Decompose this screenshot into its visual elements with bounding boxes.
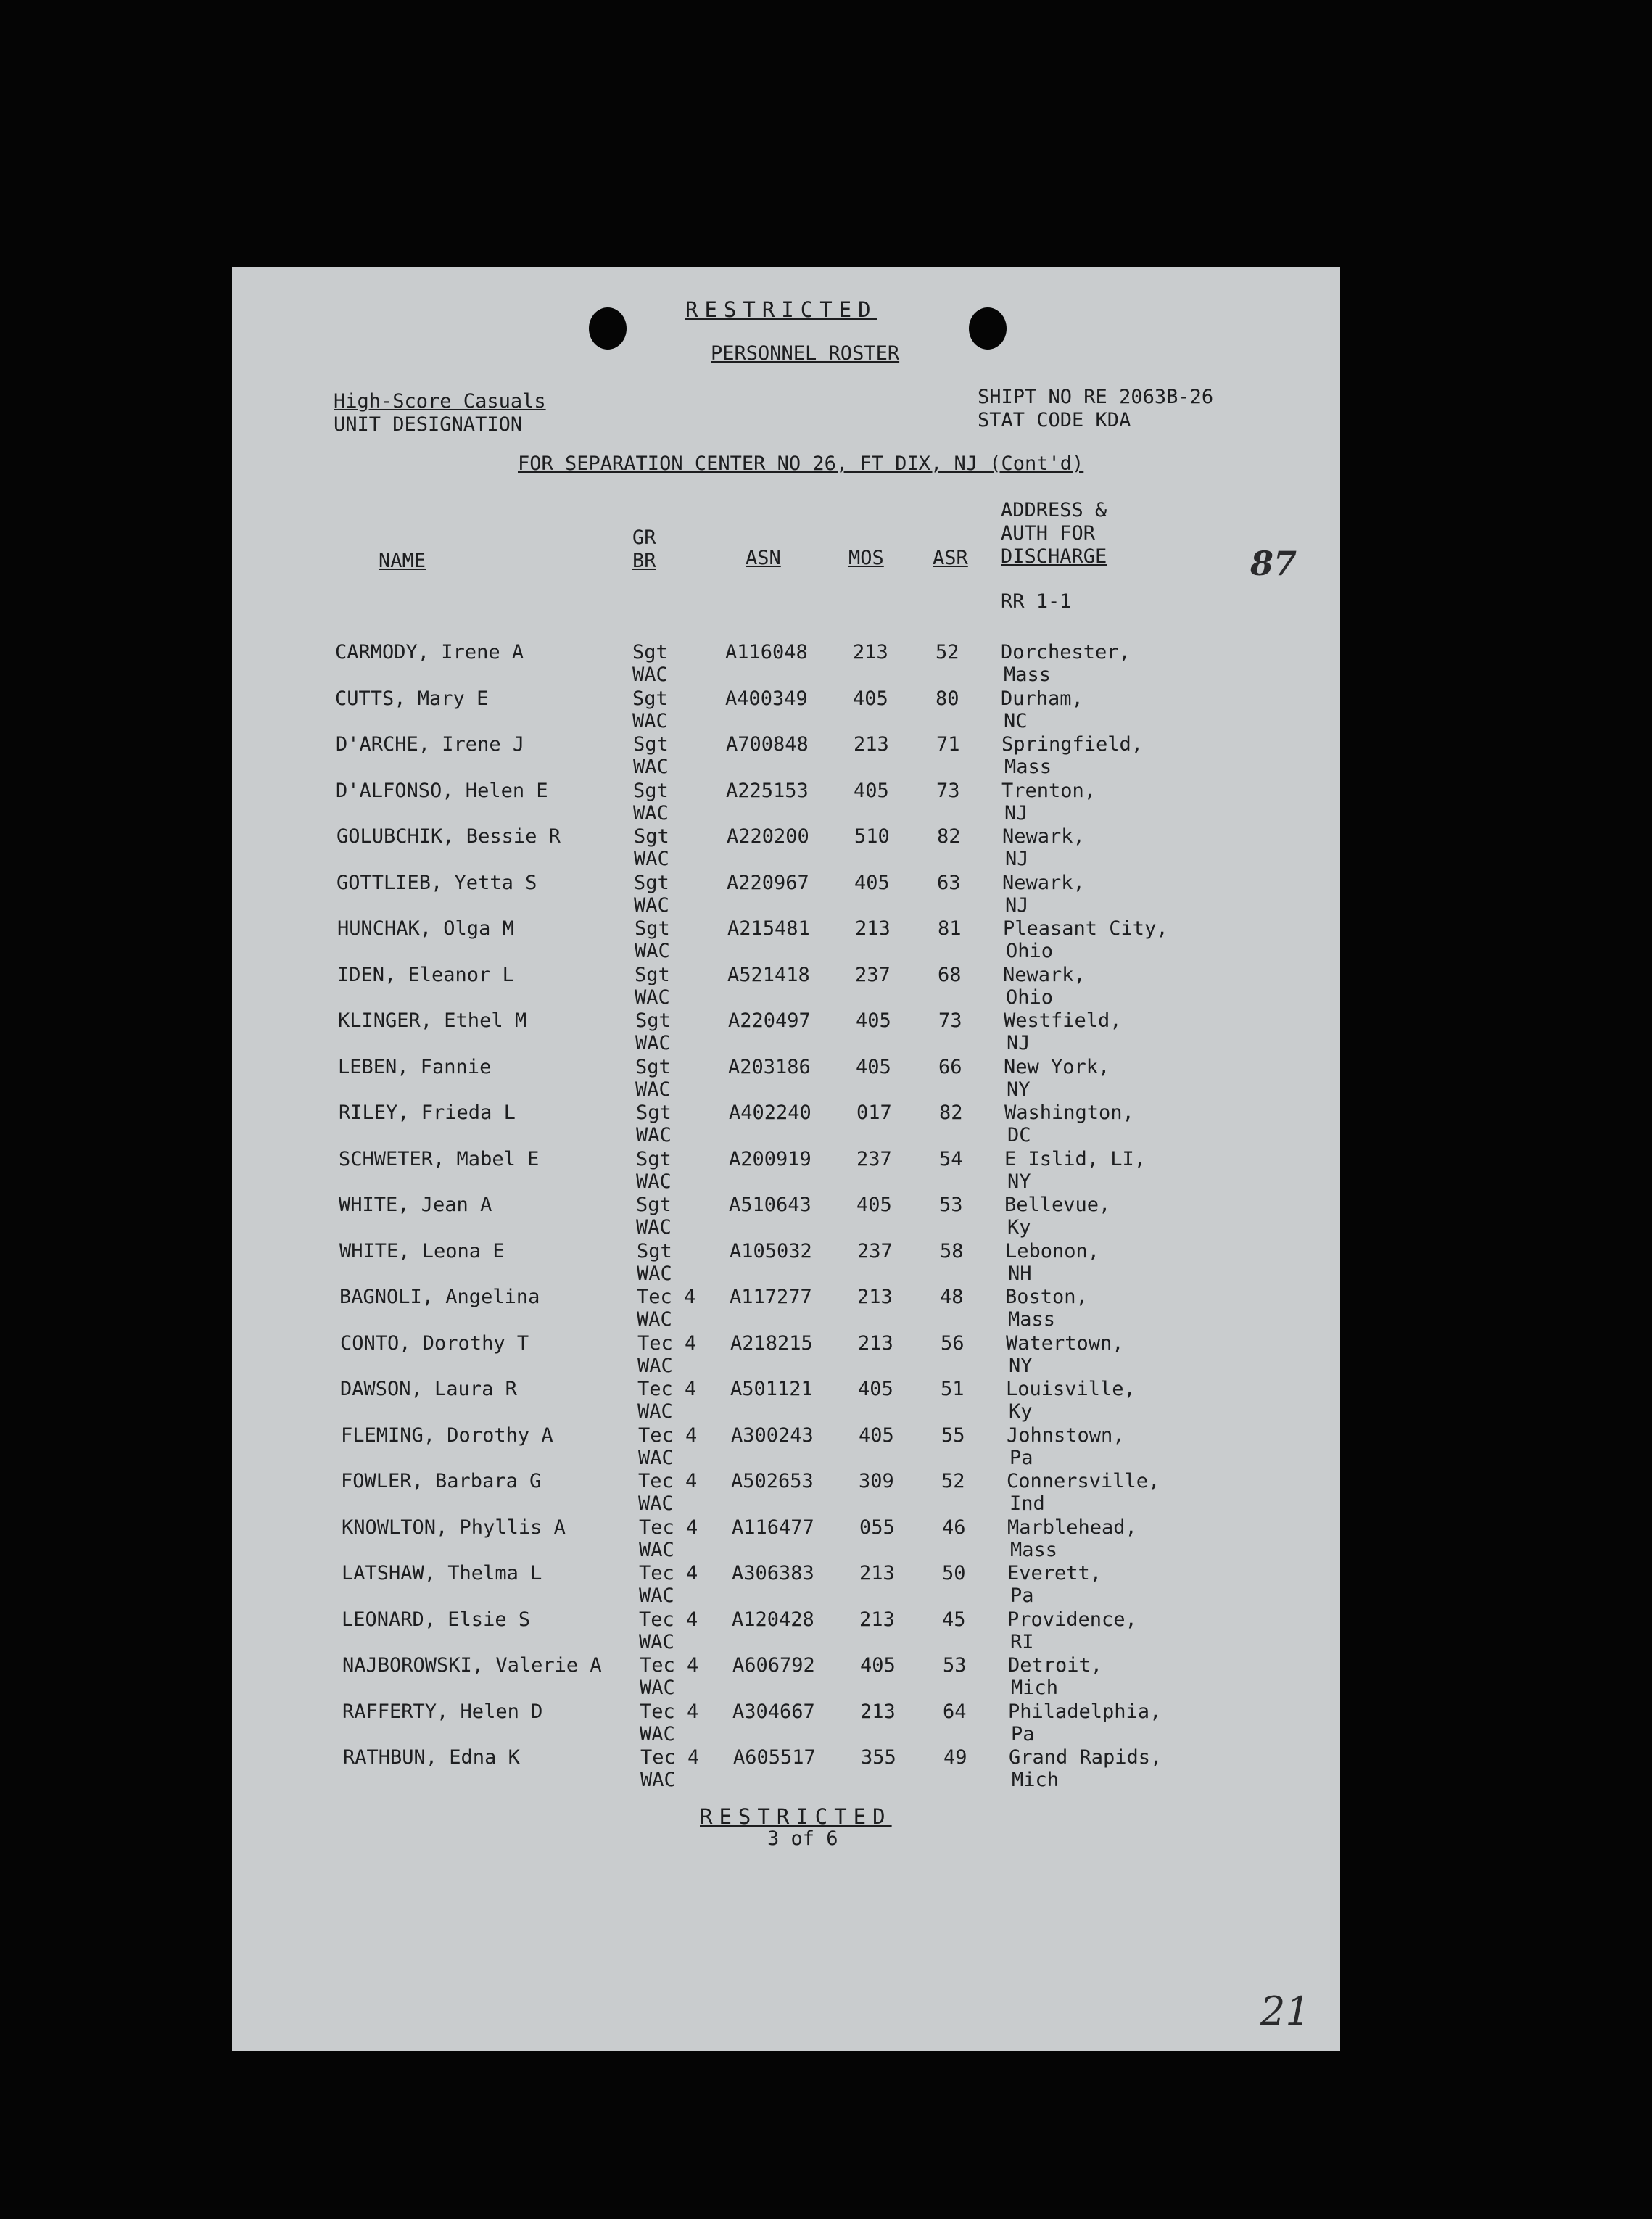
table-row [232,1102,1340,1147]
cell-branch: WAC [640,1677,675,1699]
table-row [232,1148,1340,1194]
table-row [232,1562,1340,1608]
punch-hole-right [969,307,1007,350]
cell-state: Mass [1008,1308,1056,1331]
cell-grade: Sgt [635,964,670,986]
cell-mos: 405 [854,872,890,894]
cell-branch: WAC [638,1447,674,1469]
cell-asr: 80 [936,687,959,710]
cell-city: Washington, [1004,1102,1134,1124]
cell-branch: WAC [632,710,668,732]
table-row [232,872,1340,917]
cell-name: RATHBUN, Edna K [343,1746,520,1769]
column-address-line-3: DISCHARGE [1001,545,1107,568]
table-row [232,780,1340,825]
cell-branch: WAC [637,1308,672,1331]
cell-city: Boston, [1005,1286,1088,1308]
cell-state: Ohio [1006,940,1054,962]
corner-handwritten-number: 21 [1260,1988,1310,2034]
column-address-line-1: ADDRESS & [1001,499,1107,521]
cell-state: Mich [1011,1677,1059,1699]
cell-name: GOLUBCHIK, Bessie R [336,825,561,848]
cell-grade: Sgt [632,641,668,664]
cell-branch: WAC [634,848,669,870]
cell-city: Newark, [1002,872,1085,894]
cell-mos: 017 [856,1102,892,1124]
cell-grade: Tec 4 [639,1562,698,1584]
cell-grade: Sgt [635,917,670,940]
table-row [232,1194,1340,1239]
cell-branch: WAC [639,1631,674,1653]
cell-name: LEBEN, Fannie [338,1056,492,1078]
cell-state: NY [1009,1355,1033,1377]
cell-city: New York, [1004,1056,1110,1078]
cell-name: LEONARD, Elsie S [342,1608,531,1631]
cell-asn: A502653 [731,1470,814,1492]
cell-mos: 405 [853,687,888,710]
table-row [232,1424,1340,1470]
cell-mos: 237 [857,1240,893,1263]
cell-branch: WAC [634,894,669,917]
cell-mos: 237 [855,964,891,986]
cell-asr: 82 [937,825,961,848]
header-classification: RESTRICTED [685,297,877,322]
cell-name: CUTTS, Mary E [335,687,489,710]
cell-grade: Sgt [636,1194,672,1216]
cell-mos: 405 [856,1009,891,1032]
cell-asn: A225153 [726,780,809,802]
cell-state: NY [1007,1078,1031,1101]
cell-city: Newark, [1003,964,1086,986]
cell-mos: 213 [853,641,888,664]
cell-state: Mich [1012,1769,1060,1791]
cell-city: Louisville, [1006,1378,1136,1400]
column-grade: GR [632,526,656,549]
cell-grade: Sgt [635,1009,671,1032]
cell-asr: 52 [936,641,959,664]
cell-mos: 213 [859,1562,895,1584]
cell-mos: 213 [854,733,889,756]
table-row [232,1056,1340,1102]
cell-asn: A606792 [732,1654,815,1677]
cell-asr: 55 [941,1424,965,1447]
cell-state: Ky [1009,1400,1033,1423]
cell-mos: 213 [857,1286,893,1308]
column-name: NAME [379,550,426,572]
cell-state: NJ [1007,1032,1031,1054]
cell-city: Lebonon, [1005,1240,1100,1263]
punch-hole-left [589,307,627,350]
cell-asr: 51 [941,1378,965,1400]
cell-grade: Tec 4 [639,1608,698,1631]
cell-asr: 81 [938,917,962,940]
column-asn: ASN [746,547,781,569]
cell-state: NY [1007,1170,1031,1193]
cell-mos: 405 [854,780,889,802]
cell-asn: A220967 [727,872,809,894]
cell-grade: Sgt [636,1148,672,1170]
cell-name: CONTO, Dorothy T [340,1332,529,1355]
cell-grade: Sgt [636,1102,672,1124]
cell-name: NAJBOROWSKI, Valerie A [342,1654,602,1677]
column-asr: ASR [933,547,968,569]
cell-name: BAGNOLI, Angelina [339,1286,540,1308]
table-row [232,1332,1340,1378]
cell-asr: 71 [936,733,960,756]
column-branch: BR [632,550,656,572]
cell-name: WHITE, Leona E [339,1240,505,1263]
cell-name: D'ALFONSO, Helen E [336,780,548,802]
cell-grade: Tec 4 [639,1516,698,1539]
cell-asn: A105032 [730,1240,812,1263]
table-row [232,1286,1340,1331]
cell-name: RAFFERTY, Helen D [342,1701,543,1723]
cell-asn: A220497 [728,1009,811,1032]
table-row [232,641,1340,687]
cell-asn: A605517 [733,1746,816,1769]
cell-asr: 49 [943,1746,967,1769]
table-row [232,825,1340,871]
cell-branch: WAC [637,1400,673,1423]
cell-asn: A218215 [730,1332,813,1355]
cell-grade: Tec 4 [638,1470,698,1492]
cell-branch: WAC [635,1032,671,1054]
cell-city: Westfield, [1004,1009,1122,1032]
cell-name: KNOWLTON, Phyllis A [342,1516,566,1539]
cell-name: FOWLER, Barbara G [341,1470,542,1492]
table-row [232,1608,1340,1654]
cell-city: Everett, [1007,1562,1102,1584]
cell-name: HUNCHAK, Olga M [337,917,514,940]
cell-mos: 405 [859,1424,894,1447]
cell-mos: 213 [858,1332,893,1355]
cell-city: Marblehead, [1007,1516,1137,1539]
cell-state: NJ [1004,802,1028,825]
cell-grade: Tec 4 [640,1701,699,1723]
cell-asr: 68 [938,964,962,986]
cell-branch: WAC [633,756,669,778]
cell-city: Durham, [1001,687,1083,710]
table-row [232,687,1340,733]
cell-asr: 46 [942,1516,966,1539]
table-row [232,1470,1340,1516]
cell-mos: 405 [856,1056,891,1078]
cell-mos: 405 [856,1194,892,1216]
table-row [232,1516,1340,1562]
cell-branch: WAC [635,986,670,1009]
cell-grade: Tec 4 [637,1286,696,1308]
cell-asn: A510643 [729,1194,811,1216]
cell-mos: 213 [860,1701,896,1723]
cell-city: Philadelphia, [1008,1701,1162,1723]
cell-branch: WAC [633,802,669,825]
roster-page [232,267,1340,2051]
destination-line: FOR SEPARATION CENTER NO 26, FT DIX, NJ (Cont'd) [518,453,1084,475]
cell-name: RILEY, Frieda L [339,1102,516,1124]
cell-state: Ky [1007,1216,1031,1239]
unit-designation-value: High-Score Casuals [334,390,546,413]
cell-asr: 53 [939,1194,963,1216]
table-row [232,1701,1340,1746]
cell-state: NJ [1005,848,1029,870]
cell-mos: 405 [860,1654,896,1677]
table-row [232,1240,1340,1286]
cell-asr: 73 [938,1009,962,1032]
cell-city: Newark, [1002,825,1085,848]
cell-name: IDEN, Eleanor L [337,964,514,986]
cell-asn: A304667 [732,1701,815,1723]
cell-state: Mass [1004,664,1052,686]
table-row [232,917,1340,963]
cell-mos: 510 [854,825,890,848]
cell-grade: Tec 4 [637,1332,697,1355]
cell-mos: 237 [856,1148,892,1170]
cell-city: Watertown, [1006,1332,1124,1355]
table-row [232,964,1340,1009]
cell-branch: WAC [636,1216,672,1239]
table-row [232,1009,1340,1055]
margin-handwritten-number: 87 [1250,544,1297,583]
cell-branch: WAC [637,1263,672,1285]
cell-mos: 213 [855,917,891,940]
cell-mos: 055 [859,1516,895,1539]
cell-grade: Sgt [635,1056,671,1078]
table-row [232,1654,1340,1700]
cell-grade: Tec 4 [640,1746,700,1769]
cell-name: KLINGER, Ethel M [338,1009,527,1032]
cell-branch: WAC [637,1355,673,1377]
cell-grade: Sgt [632,687,668,710]
cell-city: E Islid, LI, [1004,1148,1147,1170]
cell-state: Mass [1010,1539,1058,1561]
cell-grade: Sgt [634,872,669,894]
shipment-number: SHIPT NO RE 2063B-26 [978,386,1214,408]
cell-state: NH [1008,1263,1032,1285]
cell-name: LATSHAW, Thelma L [342,1562,542,1584]
cell-branch: WAC [640,1723,675,1745]
column-mos: MOS [848,547,884,569]
cell-state: Pa [1009,1447,1033,1469]
cell-asn: A521418 [727,964,810,986]
column-address-line-2: AUTH FOR [1001,522,1096,545]
cell-state: Pa [1010,1584,1034,1607]
cell-state: NC [1004,710,1028,732]
cell-asn: A120428 [732,1608,814,1631]
cell-asr: 48 [940,1286,964,1308]
cell-grade: Sgt [634,825,669,848]
cell-asn: A215481 [727,917,810,940]
cell-asr: 58 [940,1240,964,1263]
cell-state: NJ [1005,894,1029,917]
cell-asn: A117277 [730,1286,812,1308]
cell-city: Pleasant City, [1003,917,1168,940]
cell-asr: 73 [936,780,960,802]
cell-state: DC [1007,1124,1031,1146]
cell-branch: WAC [640,1769,676,1791]
cell-city: Providence, [1007,1608,1137,1631]
cell-name: GOTTLIEB, Yetta S [336,872,537,894]
cell-asn: A300243 [731,1424,814,1447]
cell-asn: A400349 [725,687,808,710]
cell-asn: A306383 [732,1562,814,1584]
cell-grade: Sgt [633,780,669,802]
cell-asr: 53 [943,1654,967,1677]
cell-city: Connersville, [1007,1470,1160,1492]
cell-branch: WAC [636,1124,672,1146]
cell-name: FLEMING, Dorothy A [341,1424,553,1447]
cell-city: Grand Rapids, [1009,1746,1162,1769]
cell-city: Trenton, [1001,780,1096,802]
cell-asr: 52 [941,1470,965,1492]
cell-grade: Tec 4 [638,1424,698,1447]
discharge-authority: RR 1-1 [1001,590,1072,613]
cell-branch: WAC [639,1584,674,1607]
cell-asn: A700848 [726,733,809,756]
cell-city: Johnstown, [1007,1424,1125,1447]
cell-asn: A116048 [725,641,808,664]
table-row [232,1746,1340,1792]
page-title: PERSONNEL ROSTER [711,342,900,365]
cell-asr: 54 [939,1148,963,1170]
cell-asr: 45 [942,1608,966,1631]
cell-branch: WAC [636,1170,672,1193]
cell-state: Ind [1009,1492,1045,1515]
cell-asn: A116477 [732,1516,814,1539]
cell-grade: Sgt [637,1240,672,1263]
cell-branch: WAC [639,1539,674,1561]
cell-state: Pa [1011,1723,1035,1745]
cell-asn: A501121 [730,1378,813,1400]
cell-branch: WAC [632,664,668,686]
unit-designation-label: UNIT DESIGNATION [334,413,523,436]
cell-city: Dorchester, [1001,641,1131,664]
cell-grade: Tec 4 [640,1654,699,1677]
cell-branch: WAC [635,1078,671,1101]
table-row [232,733,1340,779]
cell-asr: 50 [942,1562,966,1584]
cell-asr: 56 [941,1332,965,1355]
cell-branch: WAC [638,1492,674,1515]
stat-code: STAT CODE KDA [978,409,1131,431]
cell-city: Springfield, [1001,733,1144,756]
cell-city: Bellevue, [1004,1194,1111,1216]
cell-city: Detroit, [1008,1654,1103,1677]
cell-name: SCHWETER, Mabel E [339,1148,540,1170]
cell-mos: 355 [861,1746,896,1769]
table-row [232,1378,1340,1423]
cell-mos: 405 [858,1378,893,1400]
cell-mos: 213 [859,1608,895,1631]
footer-classification: RESTRICTED [700,1804,892,1829]
cell-asr: 64 [943,1701,967,1723]
cell-name: D'ARCHE, Irene J [336,733,525,756]
cell-asr: 63 [937,872,961,894]
cell-asn: A203186 [728,1056,811,1078]
cell-state: RI [1010,1631,1034,1653]
cell-name: CARMODY, Irene A [335,641,524,664]
cell-asn: A402240 [729,1102,811,1124]
cell-name: WHITE, Jean A [339,1194,492,1216]
page-number: 3 of 6 [767,1827,838,1850]
cell-asn: A200919 [729,1148,811,1170]
cell-asr: 66 [938,1056,962,1078]
cell-grade: Tec 4 [637,1378,697,1400]
cell-grade: Sgt [633,733,669,756]
cell-asr: 82 [939,1102,963,1124]
cell-state: Ohio [1006,986,1054,1009]
cell-branch: WAC [635,940,670,962]
cell-mos: 309 [859,1470,894,1492]
cell-name: DAWSON, Laura R [340,1378,517,1400]
cell-asn: A220200 [727,825,809,848]
cell-state: Mass [1004,756,1052,778]
